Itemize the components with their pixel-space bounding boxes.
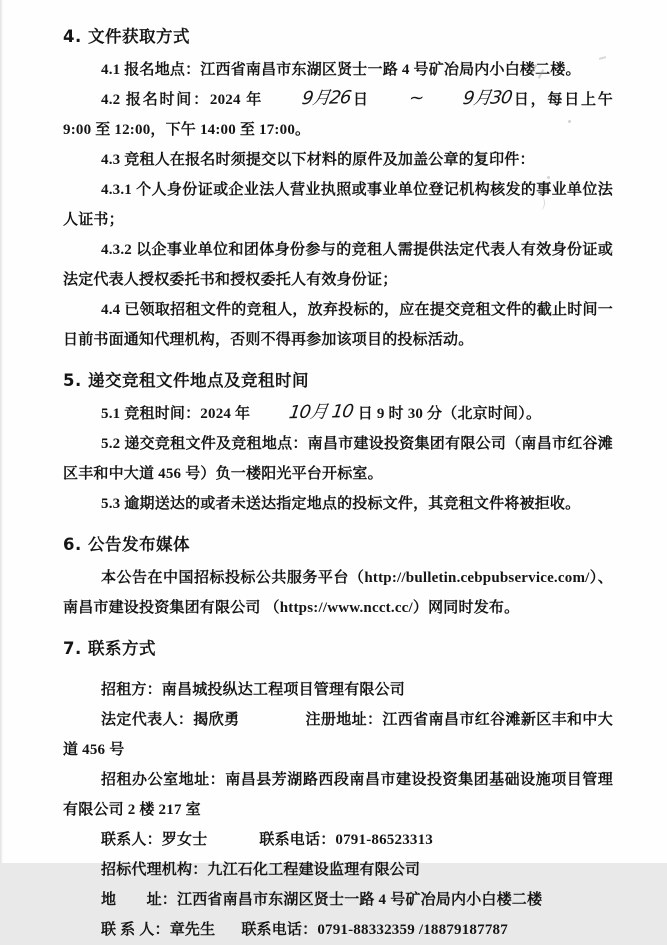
clause-4-2-suffix: 日，每日上午 9:00 至 12:00，下午 14:00 至 17:00。	[63, 92, 613, 138]
clause-4-2	[63, 85, 613, 145]
lessor-line: 招租方：南昌城投纵达工程项目管理有限公司	[101, 682, 406, 698]
contact1-line	[63, 825, 613, 855]
clause-4-2-prefix: 4.2 报名时间：2024 年	[101, 92, 264, 108]
legal-rep: 法定代表人：揭欣勇	[101, 712, 240, 728]
clause-4-1: 4.1 报名地点：江西省南昌市东湖区贤士一路 4 号矿冶局内小白楼二楼。	[101, 62, 581, 78]
clause-5-2: 5.2 递交竞租文件及竞租地点：南昌市建设投资集团有限公司（南昌市红谷滩区丰和中大道 456 号）负一楼阳光平台开标室。	[63, 436, 613, 482]
clause-4-3-1: 4.3.1 个人身份证或企业法人营业执照或事业单位登记机构核发的事业单位法人证书；	[63, 182, 613, 228]
clause-5-1-suffix: 日 9 时 30 分（北京时间）。	[353, 406, 542, 422]
clause-4-4: 4.4 已领取招租文件的竞租人，放弃投标的，应在提交竞租文件的截止时间一日前书面通知代理机构，否则不得再参加该项目的投标活动。	[63, 302, 613, 348]
agency-address-line: 地 址：江西省南昌市东湖区贤士一路 4 号矿冶局内小白楼二楼	[101, 892, 543, 908]
contact2-phone: 联系电话：0791-88332359 /18879187787	[241, 922, 508, 938]
section-5-heading: 5. 递交竞租文件地点及竞租时间	[63, 371, 309, 390]
handwritten-bid-date: 10月 10	[287, 401, 355, 424]
contact2-name: 联 系 人：章先生	[101, 922, 216, 938]
clause-5-1	[63, 399, 613, 429]
section-4-heading: 4. 文件获取方式	[63, 27, 190, 46]
contact2-line	[63, 915, 613, 945]
section-7-heading: 7. 联系方式	[63, 639, 156, 658]
legal-rep-line	[63, 705, 613, 765]
office-address-line: 招租办公室地址：南昌县芳湖路西段南昌市建设投资集团基础设施项目管理有限公司 2 楼 217 室	[63, 772, 613, 818]
contact1-phone: 联系电话：0791-86523313	[259, 832, 434, 848]
clause-4-3: 4.3 竞租人在报名时须提交以下材料的原件及加盖公章的复印件：	[101, 152, 535, 168]
agency-line: 招标代理机构：九江石化工程建设监理有限公司	[101, 862, 421, 878]
handwritten-date-start: 9月26	[300, 87, 353, 110]
handwritten-tilde: ~	[407, 87, 425, 109]
clause-4-2-day: 日	[351, 92, 370, 108]
clause-5-3: 5.3 逾期送达的或者未送达指定地点的投标文件，其竞租文件将被拒收。	[101, 496, 581, 512]
handwritten-date-end: 9月30	[461, 87, 513, 110]
clause-5-1-prefix: 5.1 竞租时间：2024 年	[101, 406, 251, 422]
announcement-media-paragraph: 本公告在中国招标投标公共服务平台（http://bulletin.cebpubservice.com/）、 南昌市建设投资集团有限公司 （https://www.ncct.cc/）网同时发布。	[63, 570, 613, 616]
spacer	[63, 667, 613, 675]
clause-4-3-2: 4.3.2 以企事业单位和团体身份参与的竞租人需提供法定代表人有效身份证或法定代表人授权委托书和授权委托人有效身份证；	[63, 242, 613, 288]
registered-address: 注册地址：江西省南昌市红谷滩新区丰和中大道 456 号	[63, 712, 613, 758]
contact1-name: 联系人：罗女士	[101, 832, 208, 848]
section-6-heading: 6. 公告发布媒体	[63, 535, 190, 554]
